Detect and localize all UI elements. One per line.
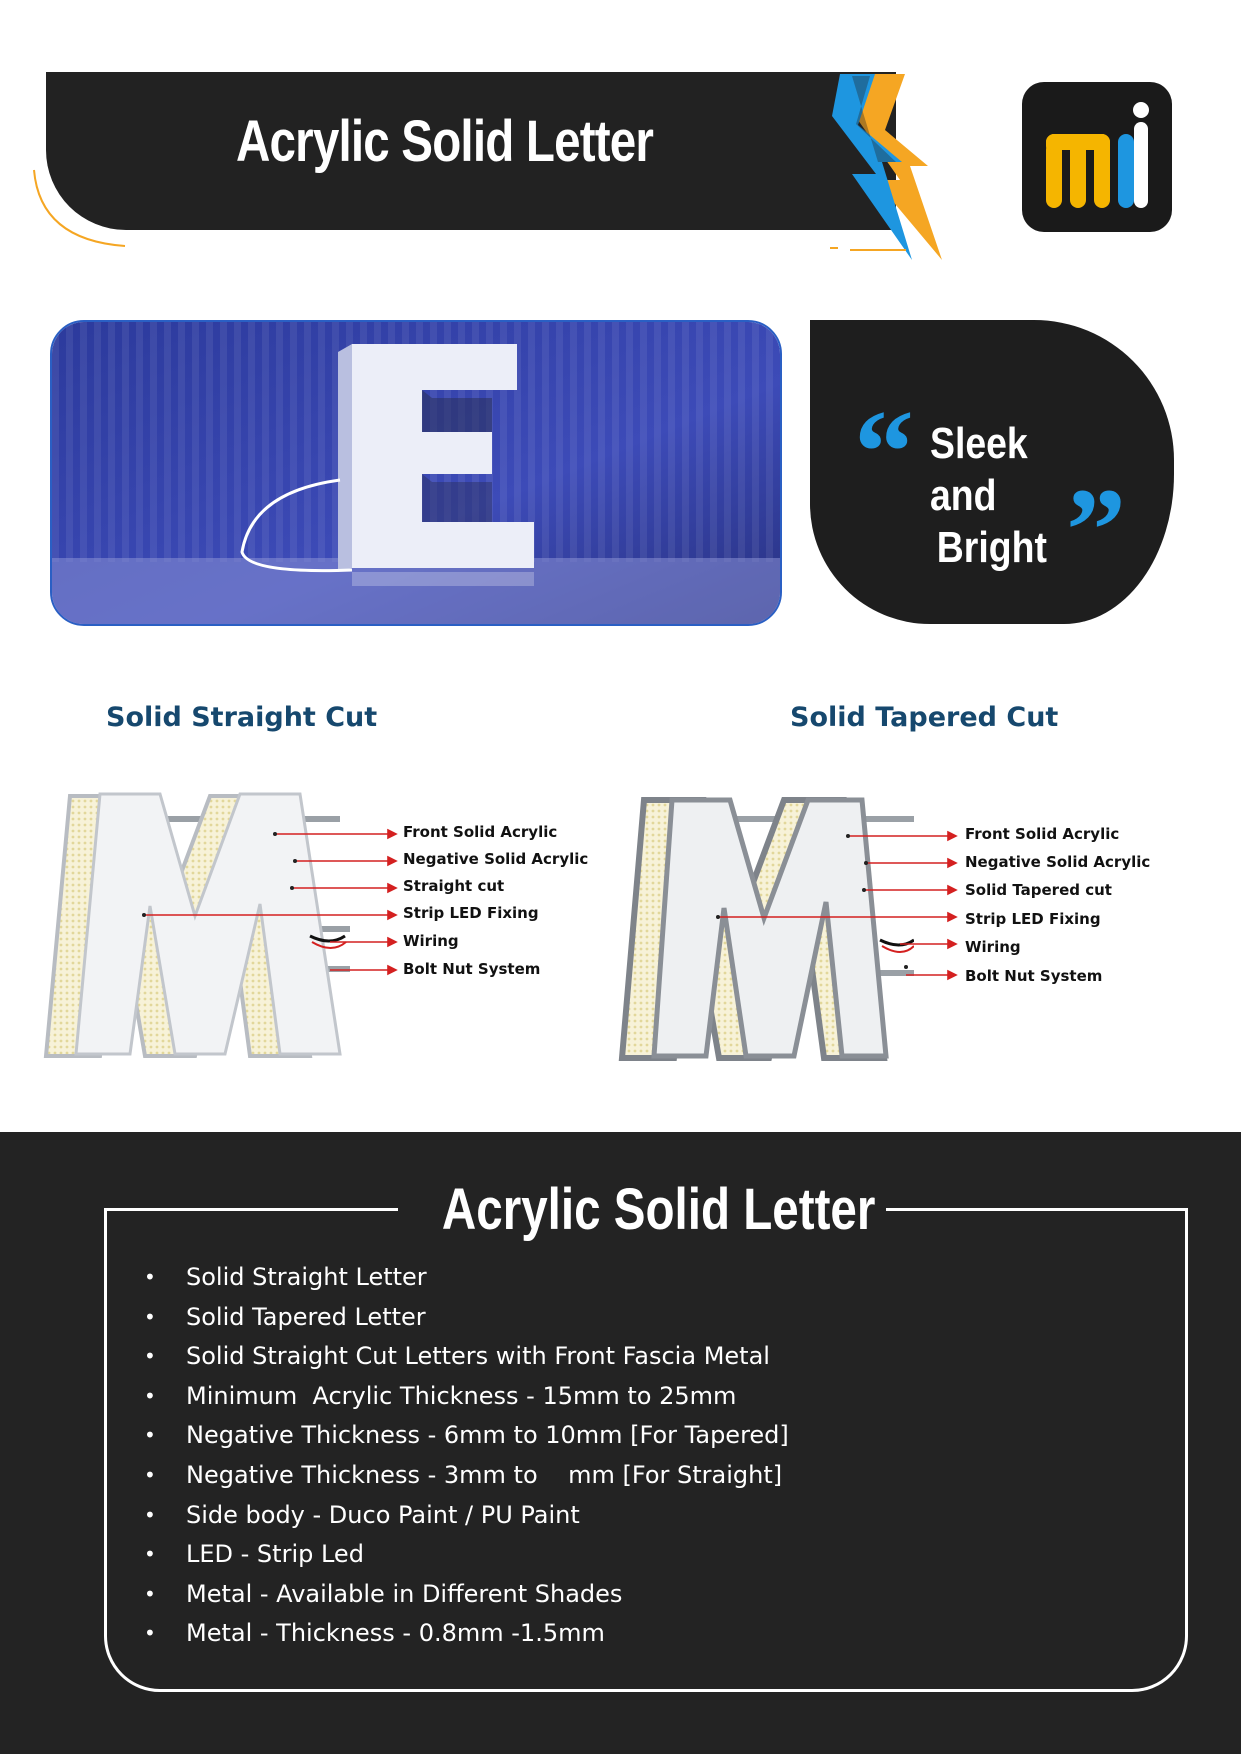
list-item-text: LED - Strip Led bbox=[186, 1540, 364, 1569]
list-item bbox=[140, 1575, 789, 1615]
lightning-bolt-icon bbox=[830, 70, 970, 270]
page-title: Acrylic Solid Letter bbox=[236, 109, 654, 174]
list-item-text: Solid Tapered Letter bbox=[186, 1302, 426, 1331]
straight-cut-heading: Solid Straight Cut bbox=[106, 702, 378, 733]
close-quote-icon: ” bbox=[1066, 463, 1126, 596]
bullet-icon: • bbox=[144, 1462, 156, 1487]
bullet-icon: • bbox=[144, 1383, 156, 1408]
tapered-label-front-acrylic: Front Solid Acrylic bbox=[965, 825, 1120, 843]
brand-logo bbox=[1022, 82, 1172, 232]
bullet-icon: • bbox=[144, 1502, 156, 1527]
list-item bbox=[140, 1535, 789, 1575]
list-item bbox=[140, 1298, 789, 1338]
specs-title: Acrylic Solid Letter bbox=[441, 1177, 876, 1242]
straight-label-straight-cut: Straight cut bbox=[403, 877, 505, 895]
bullet-icon: • bbox=[144, 1423, 156, 1448]
list-item-text: Metal - Available in Different Shades bbox=[186, 1579, 623, 1608]
list-item bbox=[140, 1337, 789, 1377]
tapered-label-wiring: Wiring bbox=[965, 938, 1021, 956]
tapered-cut-arrows bbox=[710, 822, 960, 982]
list-item bbox=[140, 1614, 789, 1654]
specs-list bbox=[140, 1258, 789, 1654]
straight-label-front-acrylic: Front Solid Acrylic bbox=[403, 823, 558, 841]
bullet-icon: • bbox=[144, 1265, 156, 1289]
straight-label-bolt-nut: Bolt Nut System bbox=[403, 960, 541, 978]
bullet-icon: • bbox=[144, 1581, 156, 1606]
bullet-icon: • bbox=[144, 1304, 156, 1329]
tapered-cut-heading: Solid Tapered Cut bbox=[790, 702, 1059, 733]
product-photo bbox=[50, 320, 782, 626]
straight-label-negative-acrylic: Negative Solid Acrylic bbox=[403, 850, 589, 868]
bullet-icon: • bbox=[144, 1621, 156, 1646]
list-item-text: Metal - Thickness - 0.8mm -1.5mm bbox=[186, 1619, 605, 1648]
straight-label-wiring: Wiring bbox=[403, 932, 459, 950]
logo-icon bbox=[1022, 82, 1172, 232]
tapered-label-negative-acrylic: Negative Solid Acrylic bbox=[965, 853, 1151, 871]
quote-line-1: Sleek and bbox=[930, 419, 1028, 520]
list-item-text: Minimum Acrylic Thickness - 15mm to 25mm bbox=[186, 1381, 737, 1410]
straight-label-strip-led: Strip LED Fixing bbox=[403, 904, 539, 922]
straight-cut-arrows bbox=[130, 820, 400, 980]
list-item bbox=[140, 1416, 789, 1456]
list-item-text: Side body - Duco Paint / PU Paint bbox=[186, 1500, 580, 1529]
list-item-text: Solid Straight Letter bbox=[186, 1263, 427, 1291]
list-item-text: Negative Thickness - 6mm to 10mm [For Tapered] bbox=[186, 1421, 789, 1450]
letter-e-photo bbox=[52, 322, 780, 624]
list-item-text: Solid Straight Cut Letters with Front Fascia Metal bbox=[186, 1342, 770, 1371]
bullet-icon: • bbox=[144, 1542, 156, 1567]
list-item-text: Negative Thickness - 3mm to mm [For Straight] bbox=[186, 1460, 783, 1489]
list-item bbox=[140, 1258, 789, 1298]
open-quote-icon: “ bbox=[854, 385, 914, 518]
list-item bbox=[140, 1377, 789, 1417]
list-item bbox=[140, 1496, 789, 1536]
list-item bbox=[140, 1456, 789, 1496]
tapered-label-strip-led: Strip LED Fixing bbox=[965, 910, 1101, 928]
decorative-arc bbox=[30, 150, 130, 260]
tapered-label-tapered-cut: Solid Tapered cut bbox=[965, 881, 1112, 899]
quote-line-2: Bright bbox=[936, 523, 1047, 572]
bullet-icon: • bbox=[144, 1344, 156, 1369]
tapered-label-bolt-nut: Bolt Nut System bbox=[965, 967, 1103, 985]
